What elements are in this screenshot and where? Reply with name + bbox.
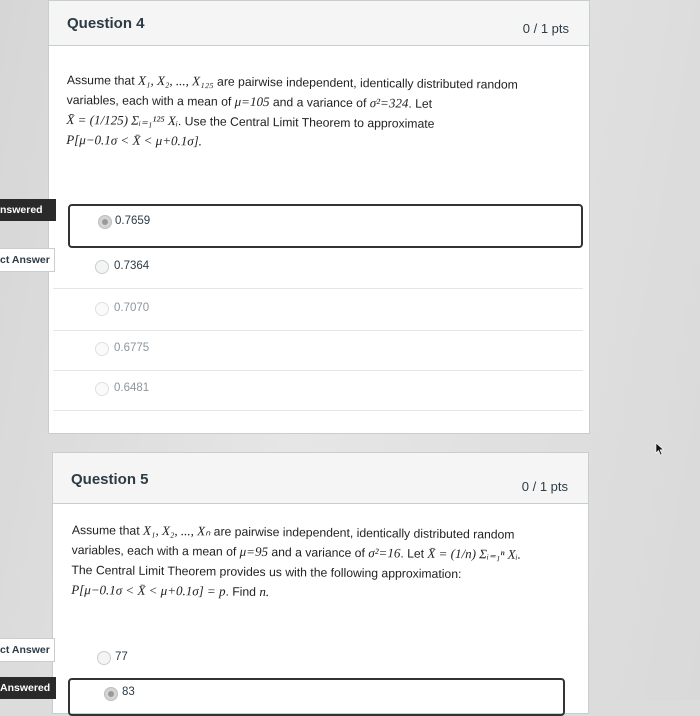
answer-label: 0.7659 <box>115 215 151 227</box>
q5-text-part: are pairwise independent, identically distributed random <box>210 524 515 542</box>
q4-text-part: . Use the Central Limit Theorem to approximate <box>177 114 435 131</box>
q5-math-find: n. <box>259 583 270 600</box>
q4-math-variance: σ²=324 <box>369 95 409 111</box>
question-5-header <box>53 453 588 504</box>
answer-option[interactable] <box>68 204 583 248</box>
q5-math-xbar: X̄ = (1/n) Σᵢ₌₁ⁿ Xᵢ. <box>427 545 522 562</box>
mouse-cursor-icon <box>655 442 665 456</box>
q4-text-part: . Let <box>408 96 433 111</box>
answer-option[interactable] <box>53 330 583 371</box>
question-4-header <box>49 1 589 46</box>
answer-label: 0.6481 <box>114 382 150 394</box>
radio-button[interactable] <box>95 382 109 396</box>
q4-math-mean: μ=105 <box>234 93 270 110</box>
answer-option[interactable] <box>68 678 565 716</box>
q4-text-part: are pairwise independent, identically distributed random <box>213 74 518 92</box>
question-4-points: 0 / 1 pts <box>522 21 569 36</box>
question-5-text <box>72 520 577 600</box>
q4-text-part: Assume that <box>66 72 139 88</box>
radio-button[interactable] <box>95 342 109 356</box>
radio-button[interactable] <box>95 260 109 274</box>
q5-text-part: and a variance of <box>267 545 369 561</box>
question-4-text <box>67 70 587 150</box>
q4-math-vars: X₁, X₂, ..., X₁₂₅ <box>137 72 214 89</box>
correct-answer-tag: ct Answer <box>0 638 55 662</box>
radio-button[interactable] <box>97 651 111 665</box>
answer-option[interactable] <box>53 290 583 331</box>
radio-button[interactable] <box>104 687 118 701</box>
q5-text-part: variables, each with a mean of <box>71 542 240 559</box>
q5-math-vars: X₁, X₂, ..., Xₙ <box>142 522 211 539</box>
q5-math-variance: σ²=16 <box>368 545 401 561</box>
q5-text-part: . Let <box>400 546 428 561</box>
question-5-title: Question 5 <box>71 471 149 488</box>
q5-math-probability: P[μ−0.1σ < X̄ < μ+0.1σ] = p <box>71 581 226 599</box>
question-4-title: Question 4 <box>67 15 145 32</box>
radio-button[interactable] <box>98 215 112 229</box>
q4-math-probability: P[μ−0.1σ < X̄ < μ+0.1σ]. <box>66 131 203 149</box>
correct-answer-tag: ct Answer <box>0 248 55 272</box>
answered-tag: nswered <box>0 199 56 221</box>
answer-option[interactable] <box>53 642 587 676</box>
answer-label: 0.6775 <box>114 342 150 354</box>
question-4-answers <box>53 200 583 430</box>
question-5-points: 0 / 1 pts <box>521 479 568 494</box>
q4-text-part: and a variance of <box>269 95 370 111</box>
q4-math-xbar: X̄ = (1/125) Σᵢ₌₁¹²⁵ Xᵢ <box>66 111 179 129</box>
q5-text-part: . Find <box>225 584 260 599</box>
q4-text-part: variables, each with a mean of <box>66 92 235 109</box>
answer-label: 83 <box>122 686 135 698</box>
answer-label: 0.7364 <box>114 260 150 272</box>
radio-button[interactable] <box>95 302 109 316</box>
q5-math-mean: μ=95 <box>239 543 269 560</box>
answer-label: 77 <box>115 651 128 663</box>
q5-text-part: The Central Limit Theorem provides us with the following approximation: <box>71 562 462 582</box>
q5-text-part: Assume that <box>71 522 144 538</box>
answer-label: 0.7070 <box>114 302 150 314</box>
answer-option[interactable] <box>53 248 583 289</box>
answered-tag: Answered <box>0 677 56 699</box>
answer-option[interactable] <box>53 370 583 411</box>
